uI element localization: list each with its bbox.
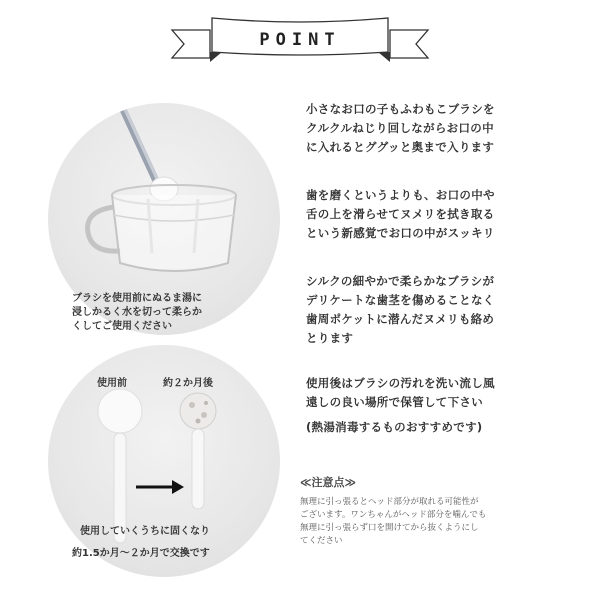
point-paragraph-2: [306, 186, 495, 243]
banner-right-fold: [378, 52, 390, 62]
point-3-line-2: デリケートな歯茎を傷めることなく: [306, 293, 495, 307]
label-after-two-months: 約２か月後: [163, 378, 213, 389]
photo-bottom-caption-2: 約1.5か月～２か月で交換です: [72, 548, 210, 559]
point-3-line-4: とります: [306, 331, 354, 345]
point-4-line-3: (熱湯消毒するものおすすめです): [306, 420, 483, 434]
banner-title: POINT: [259, 30, 341, 50]
photo-top-caption-line-3: くしてご使用ください: [72, 321, 172, 332]
point-4-line-2: 遠しの良い場所で保管して下さい: [306, 395, 483, 409]
point-1-line-1: 小さなお口の子もふわもこブラシを: [306, 102, 495, 116]
point-paragraph-4: [306, 374, 495, 437]
point-3-line-1: シルクの細やかで柔らかなブラシが: [306, 274, 495, 288]
point-3-line-3: 歯周ポケットに潜んだヌメリも絡め: [306, 312, 495, 326]
point-1-line-2: クルクルねじり回しながらお口の中: [306, 121, 494, 135]
notice-line-3: 無理に引っ張らず口を開けてから抜くようにし: [300, 523, 479, 533]
notice-line-4: てください: [300, 536, 343, 546]
point-paragraph-1: [306, 100, 495, 157]
notice-body: [300, 496, 570, 548]
arrow-right-icon: [172, 480, 184, 494]
notice-line-2: ございます。ワンちゃんがヘッド部分を噛んでも: [300, 510, 487, 520]
photo-top-caption-line-1: ブラシを使用前にぬるま湯に: [72, 293, 202, 304]
point-2-line-3: という新感覚でお口の中がスッキリ: [306, 226, 495, 240]
photo-bottom-caption-1: 使用していくうちに固くなり: [80, 526, 210, 537]
point-1-line-3: に入れるとググッと奥まで入ります: [306, 140, 495, 154]
point-2-line-1: 歯を磨くというよりも、お口の中や: [306, 188, 495, 202]
point-2-line-2: 舌の上を滑らせてヌメリを拭き取る: [306, 207, 495, 221]
point-4-line-1: 使用後はブラシの汚れを洗い流し風: [306, 376, 495, 390]
notice-title: ≪注意点≫: [300, 476, 357, 489]
photo-top-caption-line-2: 浸しかるく水を切って柔らか: [72, 307, 202, 318]
notice-line-1: 無理に引っ張るとヘッド部分が取れる可能性が: [300, 497, 479, 507]
point-paragraph-3: [306, 272, 495, 348]
label-before-use: 使用前: [97, 378, 127, 389]
banner-left-fold: [210, 52, 222, 62]
